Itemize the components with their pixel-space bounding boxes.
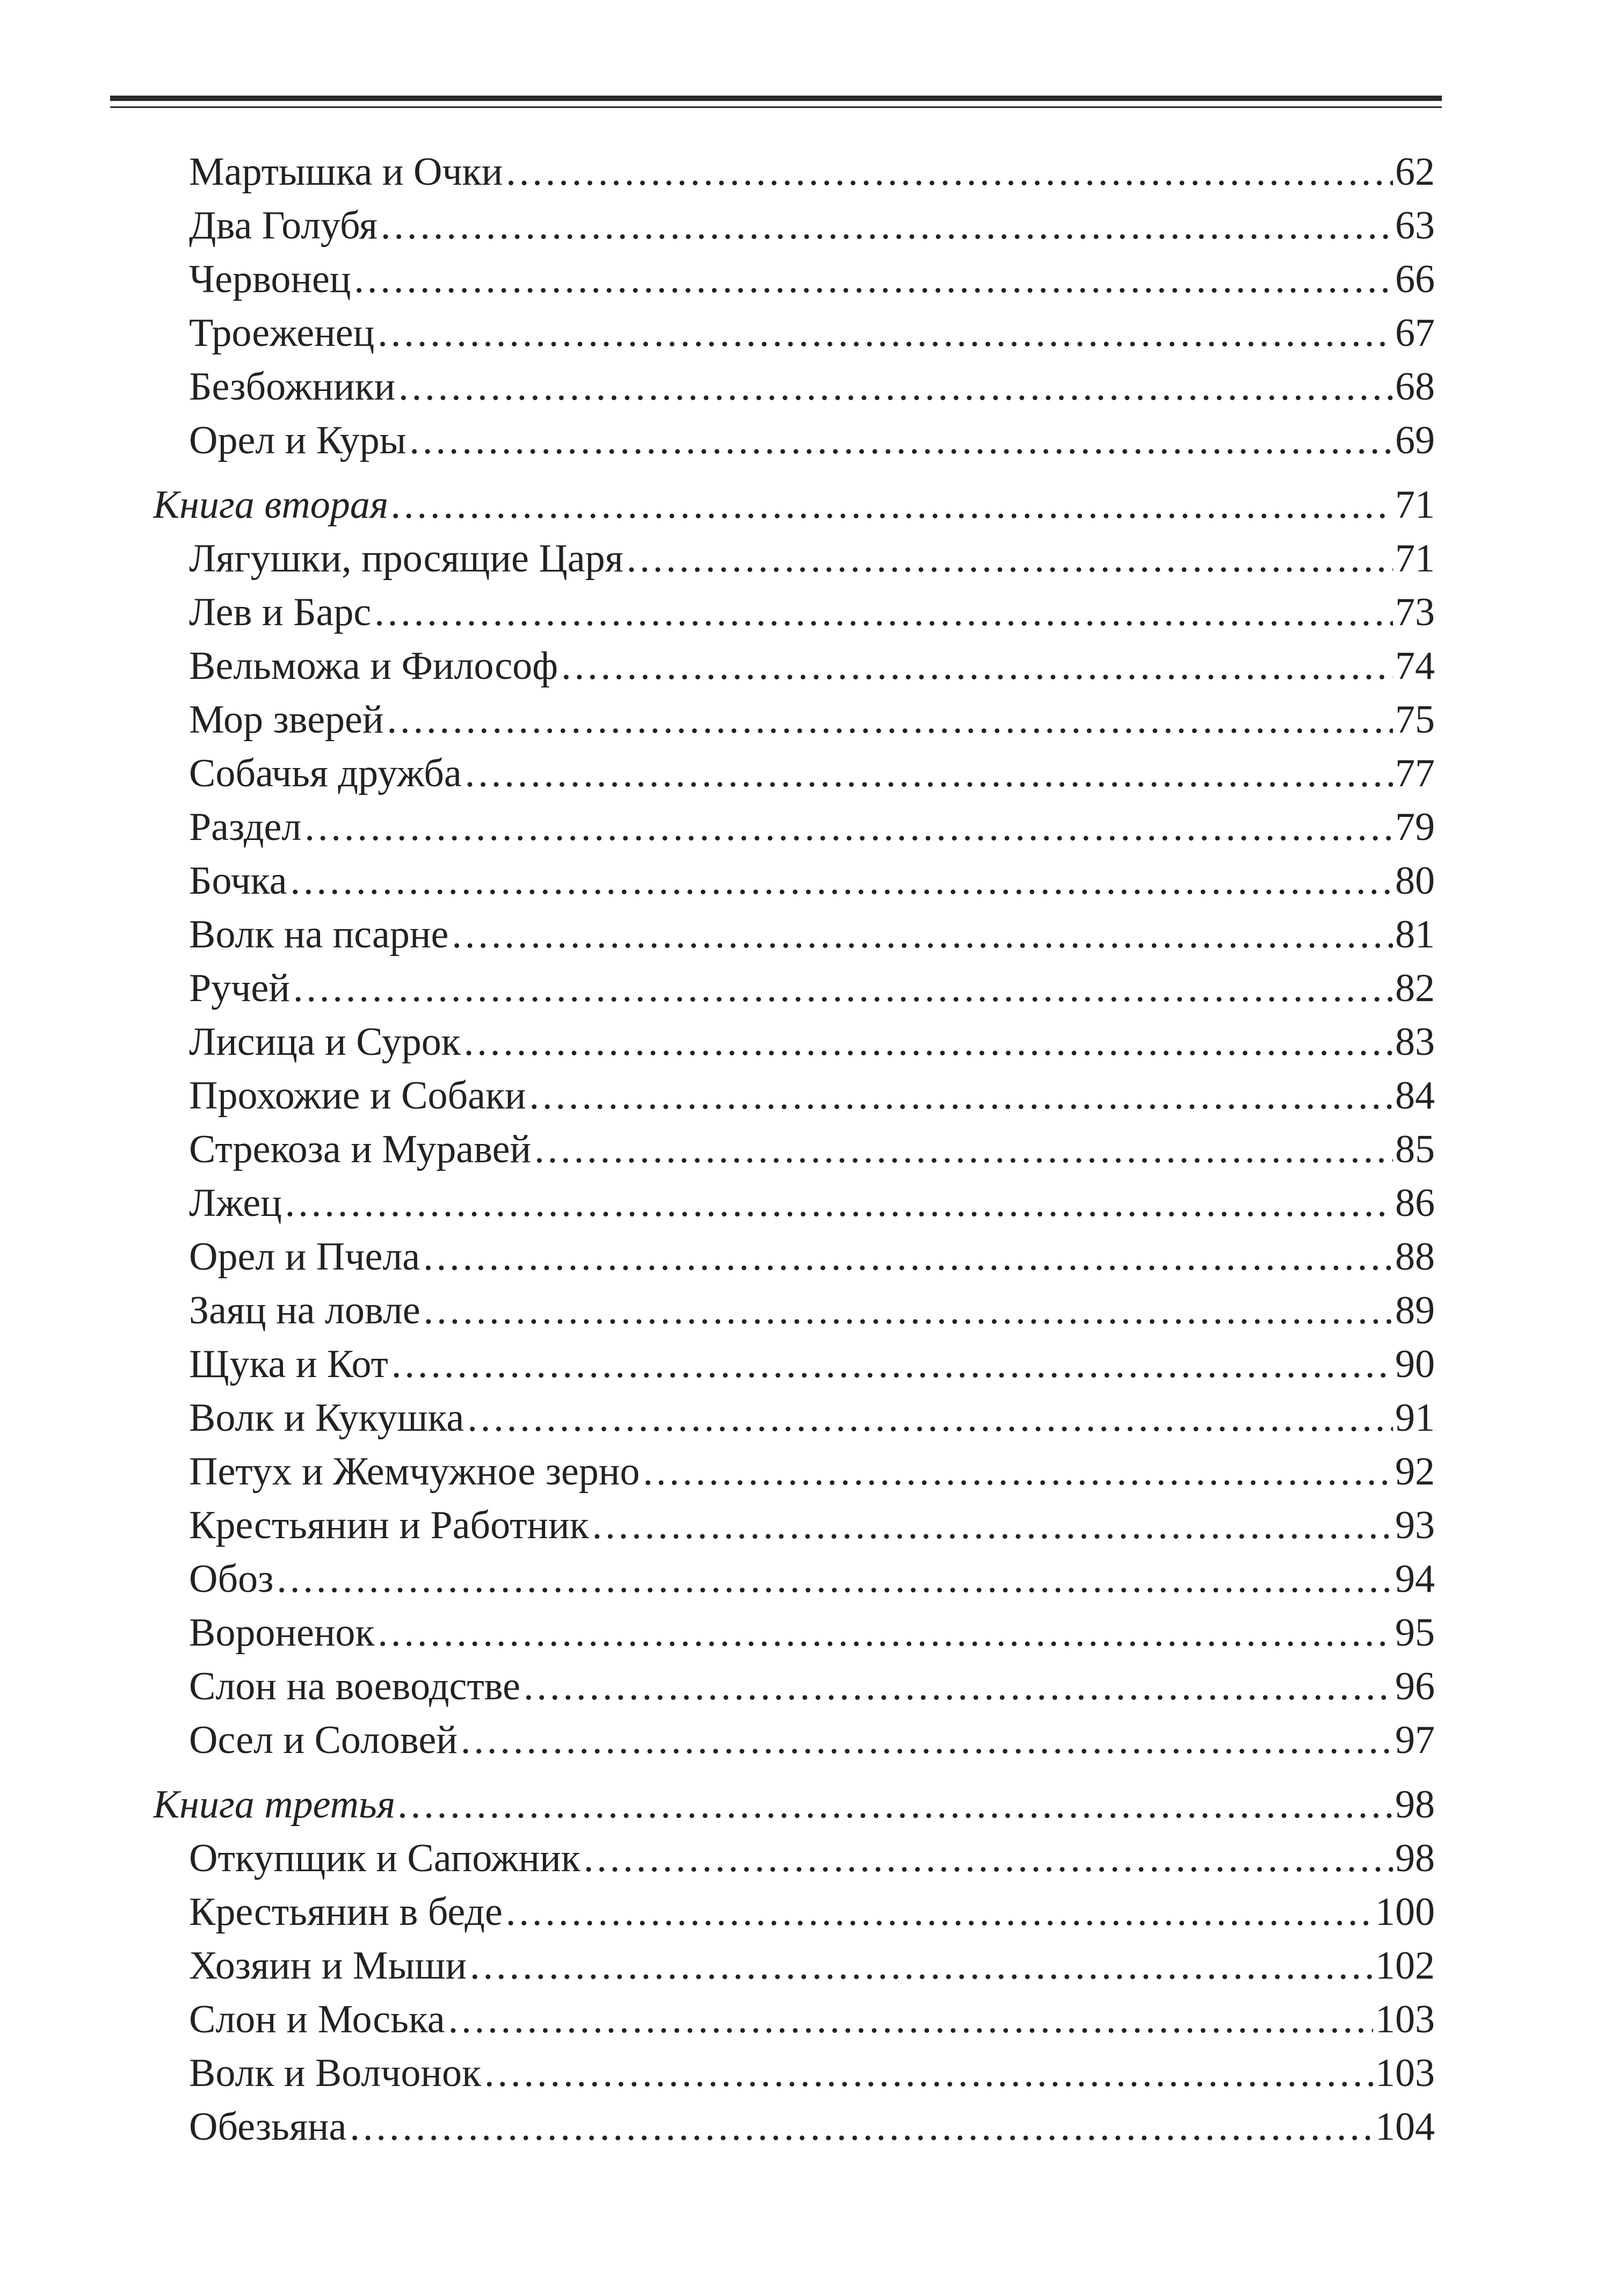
toc-entry (189, 306, 1435, 360)
dot-leader (452, 908, 1393, 961)
toc-page-number: 69 (1395, 418, 1435, 462)
toc-entry (189, 252, 1435, 306)
toc-page-number: 102 (1375, 1944, 1435, 1988)
dot-leader (374, 585, 1393, 639)
toc-page-number: 79 (1395, 805, 1435, 849)
toc-entry-title: Собачья дружба (189, 751, 462, 795)
toc-entry-title: Мор зверей (189, 698, 384, 742)
toc-entry (189, 1993, 1435, 2046)
toc-entry (189, 800, 1435, 854)
toc-page-number: 77 (1395, 751, 1435, 795)
toc-page-number: 81 (1395, 912, 1435, 957)
toc-entry (189, 1284, 1435, 1337)
toc-entry (189, 747, 1435, 800)
dot-leader (354, 252, 1393, 306)
toc-page-number: 96 (1395, 1664, 1435, 1708)
toc-entry-title: Вельможа и Философ (189, 644, 558, 688)
toc-page-number: 67 (1395, 311, 1435, 355)
toc-page-number: 98 (1395, 1836, 1435, 1880)
dot-leader (561, 639, 1393, 693)
toc-entry-title: Орел и Куры (189, 418, 407, 462)
toc-entry-title: Орел и Пчела (189, 1235, 420, 1279)
toc-entry (189, 1713, 1435, 1767)
toc-entry (189, 908, 1435, 961)
toc-entry-title: Слон и Моська (189, 1997, 445, 2041)
dot-leader (350, 2100, 1373, 2154)
toc-entry (189, 360, 1435, 414)
toc-entry (189, 585, 1435, 639)
dot-leader (484, 2046, 1373, 2100)
toc-section-heading (153, 1778, 1435, 1831)
toc-page-number: 74 (1395, 644, 1435, 688)
toc-entry-title: Осел и Соловей (189, 1718, 458, 1762)
toc-section-title: Книга вторая (153, 483, 389, 527)
toc-entry (189, 2046, 1435, 2100)
toc-entry-title: Троеженец (189, 311, 375, 355)
toc-section-heading (153, 478, 1435, 532)
toc-entry (189, 532, 1435, 585)
toc-entry-title: Лягушки, просящие Царя (189, 537, 623, 581)
toc-entry (189, 1391, 1435, 1445)
dot-leader (627, 532, 1393, 585)
toc-page-number: 94 (1395, 1557, 1435, 1601)
dot-leader (506, 1885, 1373, 1939)
toc-entry (189, 414, 1435, 467)
toc-entry-title: Волк и Волчонок (189, 2051, 481, 2095)
toc-entry-title: Щука и Кот (189, 1342, 388, 1386)
toc-entry (189, 639, 1435, 693)
toc-entry (189, 2100, 1435, 2154)
toc-entry-title: Лисица и Сурок (189, 1020, 461, 1064)
toc-entry (189, 199, 1435, 252)
toc-entry (189, 1552, 1435, 1606)
toc-page-number: 92 (1395, 1450, 1435, 1494)
toc-entry-title: Лев и Барс (189, 590, 372, 634)
toc-page-number: 103 (1375, 2051, 1435, 2095)
toc-entry (189, 1230, 1435, 1284)
toc-entry-title: Хозяин и Мыши (189, 1944, 467, 1988)
toc-page-number: 103 (1375, 1997, 1435, 2041)
dot-leader (584, 1831, 1393, 1885)
toc-page-number: 80 (1395, 859, 1435, 903)
toc-page-number: 95 (1395, 1611, 1435, 1655)
toc-page-number: 68 (1395, 365, 1435, 409)
toc-entry-title: Обоз (189, 1557, 274, 1601)
toc-page-number: 82 (1395, 966, 1435, 1010)
toc-entry-title: Обезьяна (189, 2105, 347, 2149)
toc-entry-title: Откупщик и Сапожник (189, 1836, 580, 1880)
dot-leader (534, 1122, 1393, 1176)
toc-page-number: 104 (1375, 2105, 1435, 2149)
dot-leader (424, 1284, 1393, 1337)
toc-page-number: 63 (1395, 204, 1435, 248)
dot-leader (448, 1993, 1373, 2046)
toc-entry-title: Волк и Кукушка (189, 1396, 465, 1440)
toc-page-number: 88 (1395, 1235, 1435, 1279)
toc-entry (189, 1337, 1435, 1391)
dot-leader (378, 1606, 1393, 1660)
dot-leader (465, 747, 1393, 800)
dot-leader (506, 145, 1393, 199)
toc-entry (189, 1176, 1435, 1230)
toc-entry (189, 961, 1435, 1015)
dot-leader (290, 854, 1393, 908)
toc-entry-title: Заяц на ловле (189, 1288, 420, 1332)
toc-page-number: 93 (1395, 1503, 1435, 1547)
toc-section-title: Книга третья (153, 1783, 396, 1827)
toc-entry-title: Волк на псарне (189, 912, 449, 957)
toc-entry (189, 1606, 1435, 1660)
toc-entry (189, 854, 1435, 908)
toc-entry-title: Крестьянин и Работник (189, 1503, 589, 1547)
toc-entry-title: Слон на воеводстве (189, 1664, 521, 1708)
toc-entry-title: Петух и Жемчужное зерно (189, 1450, 640, 1494)
toc-page-number: 90 (1395, 1342, 1435, 1386)
toc-entry (189, 693, 1435, 747)
toc-entry-title: Ручей (189, 966, 290, 1010)
toc-entry (189, 1015, 1435, 1069)
dot-leader (277, 1552, 1393, 1606)
toc-entry (189, 1885, 1435, 1939)
toc-entry (189, 1122, 1435, 1176)
toc-entry-title: Мартышка и Очки (189, 150, 503, 194)
toc-entry-title: Два Голубя (189, 204, 378, 248)
dot-leader (409, 414, 1393, 467)
toc-entry-title: Раздел (189, 805, 302, 849)
dot-leader (387, 693, 1393, 747)
toc-entry-title: Лжец (189, 1181, 282, 1225)
toc-page-number: 83 (1395, 1020, 1435, 1064)
toc-entry (189, 1939, 1435, 1993)
toc-entry-title: Крестьянин в беде (189, 1890, 503, 1934)
toc-entry (189, 1498, 1435, 1552)
toc-page-number: 62 (1395, 150, 1435, 194)
toc-entry-title: Червонец (189, 257, 351, 301)
dot-leader (467, 1391, 1393, 1445)
toc-page-number: 75 (1395, 698, 1435, 742)
dot-leader (470, 1939, 1373, 1993)
header-rule-thick (110, 96, 1442, 101)
dot-leader (643, 1445, 1393, 1498)
dot-leader (529, 1069, 1393, 1122)
dot-leader (464, 1015, 1393, 1069)
toc-page-number: 85 (1395, 1127, 1435, 1171)
toc-entry (189, 1069, 1435, 1122)
dot-leader (423, 1230, 1393, 1284)
toc-page-number: 73 (1395, 590, 1435, 634)
toc-entry (189, 145, 1435, 199)
toc-entry-title: Вороненок (189, 1611, 375, 1655)
toc-entry (189, 1831, 1435, 1885)
toc-entry (189, 1660, 1435, 1713)
toc-page-number: 91 (1395, 1396, 1435, 1440)
dot-leader (524, 1660, 1393, 1713)
dot-leader (293, 961, 1393, 1015)
toc-page-number: 71 (1395, 537, 1435, 581)
dot-leader (398, 1778, 1393, 1831)
toc-page-number: 66 (1395, 257, 1435, 301)
toc-page-number: 97 (1395, 1718, 1435, 1762)
dot-leader (304, 800, 1393, 854)
dot-leader (391, 478, 1393, 532)
toc-page-number: 89 (1395, 1288, 1435, 1332)
dot-leader (285, 1176, 1393, 1230)
dot-leader (461, 1713, 1393, 1767)
dot-leader (592, 1498, 1393, 1552)
dot-leader (378, 306, 1393, 360)
toc-page-number: 84 (1395, 1074, 1435, 1118)
toc-entry-title: Бочка (189, 859, 287, 903)
header-rule-thin (110, 106, 1442, 108)
toc-page-number: 71 (1395, 483, 1435, 527)
dot-leader (391, 1337, 1393, 1391)
toc-page-number: 86 (1395, 1181, 1435, 1225)
toc-entry-title: Стрекоза и Муравей (189, 1127, 532, 1171)
toc-entry (189, 1445, 1435, 1498)
toc-entry-title: Прохожие и Собаки (189, 1074, 526, 1118)
toc-page-number: 98 (1395, 1783, 1435, 1827)
dot-leader (381, 199, 1393, 252)
toc-entry-title: Безбожники (189, 365, 396, 409)
toc-page-number: 100 (1375, 1890, 1435, 1934)
dot-leader (398, 360, 1393, 414)
